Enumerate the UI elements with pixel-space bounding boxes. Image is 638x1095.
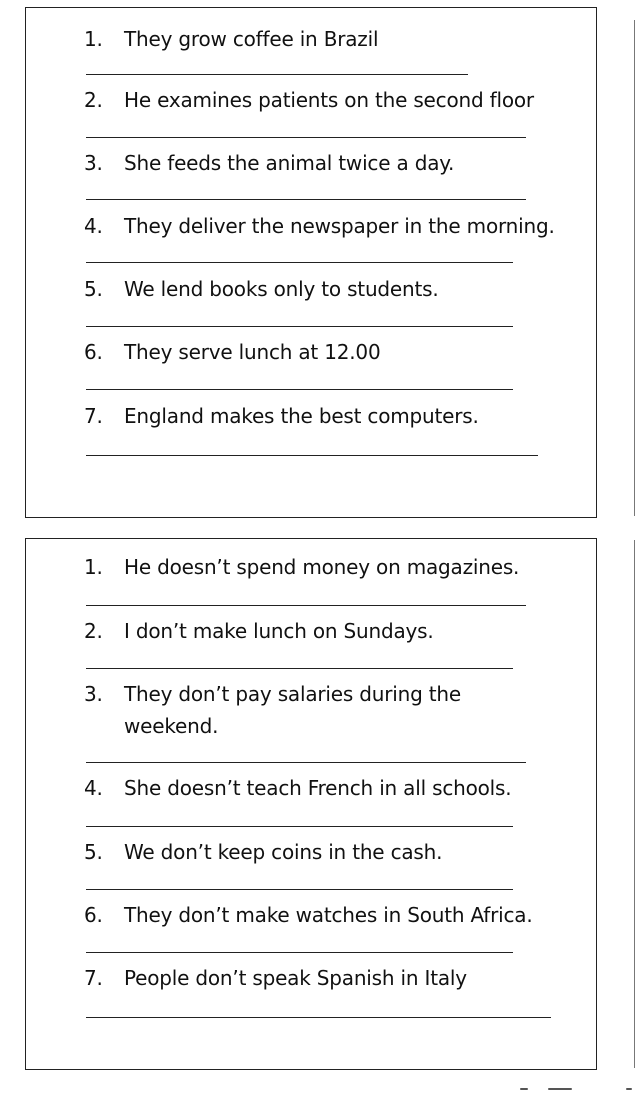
sentence-text: They don’t make watches in South Africa. xyxy=(124,903,533,927)
exercise-box-1 xyxy=(25,7,597,518)
answer-line-6[interactable] xyxy=(86,952,513,953)
sentence-text: They serve lunch at 12.00 xyxy=(124,340,381,364)
answer-line-7[interactable] xyxy=(86,455,538,456)
sentence-text: They don’t pay salaries during the xyxy=(124,682,461,706)
sentence-text: England makes the best computers. xyxy=(124,404,479,428)
page-edge-line xyxy=(634,540,635,1068)
sentence-number: 3. xyxy=(84,151,103,175)
sentence-number: 3. xyxy=(84,682,103,706)
answer-line-4[interactable] xyxy=(86,262,513,263)
answer-line-3[interactable] xyxy=(86,762,526,763)
sentence-text: People don’t speak Spanish in Italy xyxy=(124,966,467,990)
answer-line-3[interactable] xyxy=(86,199,526,200)
answer-line-4[interactable] xyxy=(86,826,513,827)
exercise-box-2 xyxy=(25,538,597,1070)
cut-off-text-mark xyxy=(520,1088,528,1090)
sentence-number: 5. xyxy=(84,277,103,301)
sentence-number: 1. xyxy=(84,27,103,51)
answer-line-6[interactable] xyxy=(86,389,513,390)
sentence-number: 7. xyxy=(84,404,103,428)
sentence-number: 6. xyxy=(84,903,103,927)
cut-off-text-mark xyxy=(626,1088,632,1090)
answer-line-2[interactable] xyxy=(86,137,526,138)
sentence-text: They grow coffee in Brazil xyxy=(124,27,379,51)
sentence-number: 7. xyxy=(84,966,103,990)
sentence-number: 2. xyxy=(84,619,103,643)
answer-line-1[interactable] xyxy=(86,74,468,75)
answer-line-5[interactable] xyxy=(86,889,513,890)
sentence-number: 2. xyxy=(84,88,103,112)
sentence-number: 4. xyxy=(84,776,103,800)
page-edge-line xyxy=(634,20,635,516)
sentence-text: She doesn’t teach French in all schools. xyxy=(124,776,512,800)
sentence-text: They deliver the newspaper in the morning. xyxy=(124,214,555,238)
sentence-text-line2: weekend. xyxy=(124,714,219,738)
sentence-text: I don’t make lunch on Sundays. xyxy=(124,619,434,643)
sentence-text: He doesn’t spend money on magazines. xyxy=(124,555,520,579)
sentence-number: 5. xyxy=(84,840,103,864)
sentence-number: 6. xyxy=(84,340,103,364)
sentence-text: She feeds the animal twice a day. xyxy=(124,151,455,175)
sentence-text: He examines patients on the second floor xyxy=(124,88,534,112)
sentence-number: 4. xyxy=(84,214,103,238)
answer-line-5[interactable] xyxy=(86,326,513,327)
answer-line-2[interactable] xyxy=(86,668,513,669)
sentence-number: 1. xyxy=(84,555,103,579)
answer-line-1[interactable] xyxy=(86,605,526,606)
sentence-text: We lend books only to students. xyxy=(124,277,439,301)
cut-off-text-mark xyxy=(548,1088,572,1090)
answer-line-7[interactable] xyxy=(86,1017,551,1018)
sentence-text: We don’t keep coins in the cash. xyxy=(124,840,443,864)
